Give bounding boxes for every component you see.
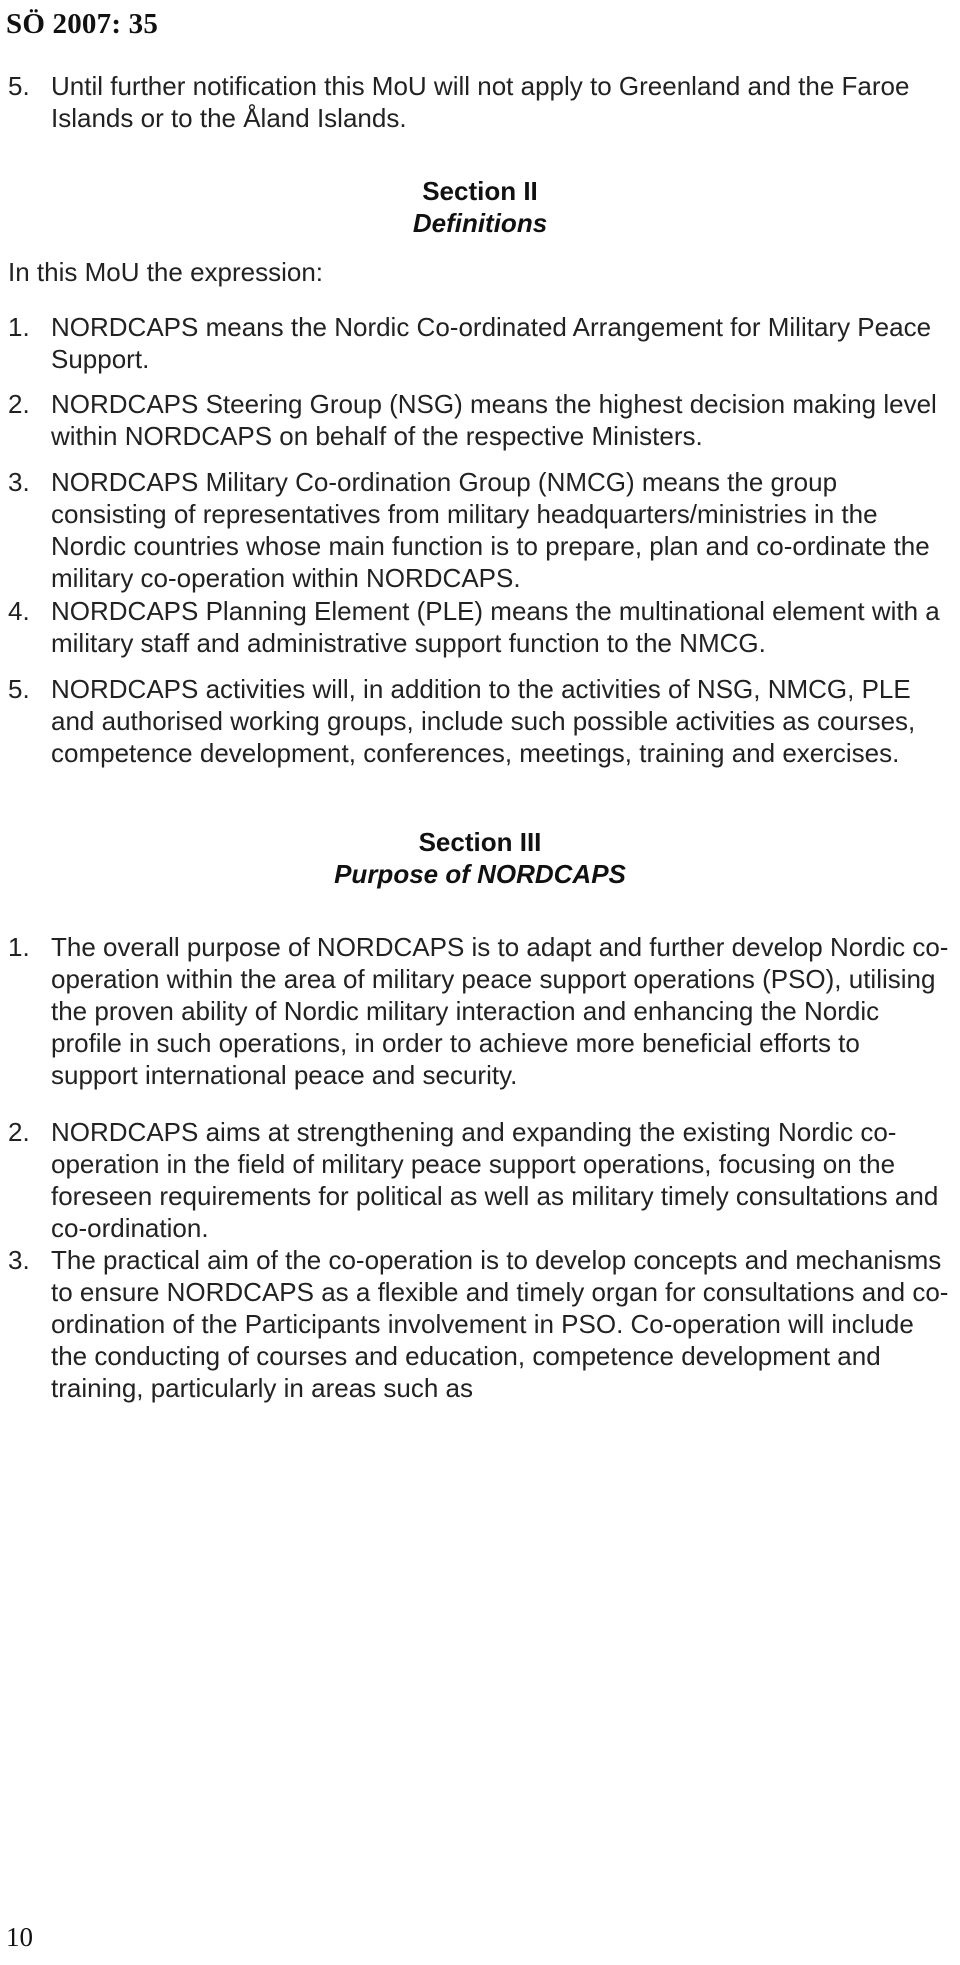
section-title: Definitions	[412, 208, 548, 238]
section-title: Purpose of NORDCAPS	[334, 859, 626, 889]
list-item	[8, 466, 948, 594]
section-heading	[0, 175, 960, 239]
list-item-number: 3.	[8, 467, 30, 497]
list-item-text: NORDCAPS aims at strengthening and expanding the existing Nordic co-operation in the field of military peace support operations, focusing on the foreseen requirements for political as well as military timely consultations and co-ordination.	[51, 1117, 939, 1243]
list-item-text: NORDCAPS activities will, in addition to the activities of NSG, NMCG, PLE and authorised working groups, include such possible activities as courses, competence development, conferences, meetings, training and exercises.	[51, 674, 916, 768]
list-item-number: 2.	[8, 1117, 30, 1147]
list-item-number: 3.	[8, 1245, 30, 1275]
list-item	[8, 1244, 948, 1404]
list-item-number: 1.	[8, 932, 30, 962]
list-item	[8, 388, 948, 452]
list-item-number: 5.	[8, 71, 30, 101]
list-item-text: NORDCAPS Planning Element (PLE) means the multinational element with a military staff and administrative support function to the NMCG.	[51, 596, 940, 658]
list-item	[8, 931, 948, 1091]
list-item-text: NORDCAPS means the Nordic Co-ordinated Arrangement for Military Peace Support.	[51, 312, 932, 374]
list-item	[8, 70, 948, 134]
list-item-text: The overall purpose of NORDCAPS is to adapt and further develop Nordic co-operation within the area of military peace support operations (PSO), utilising the proven ability of Nordic military interaction and enhancing the Nordic profile in such operations, in order to achieve more beneficial efforts to support international peace and security.	[51, 932, 949, 1090]
list-item	[8, 1116, 948, 1244]
list-item-number: 4.	[8, 596, 30, 626]
list-item-text: NORDCAPS Military Co-ordination Group (NMCG) means the group consisting of representatives from military headquarters/ministries in the Nordic countries whose main function is to prepare, plan and co-ordinate the military co-operation within NORDCAPS.	[51, 467, 930, 593]
section-heading	[0, 826, 960, 890]
section-label: Section II	[422, 176, 538, 206]
page-number: 10	[6, 1922, 33, 1952]
list-item-text: The practical aim of the co-operation is to develop concepts and mechanisms to ensure NORDCAPS as a flexible and timely organ for consultations and co-ordination of the Participants involvement in PSO. Co-operation will include the conducting of courses and education, competence development and training, particularly in areas such as	[51, 1245, 949, 1403]
list-item-number: 5.	[8, 674, 30, 704]
list-item-text: Until further notification this MoU will not apply to Greenland and the Faroe Islands or to the Åland Islands.	[51, 71, 910, 133]
document-reference: SÖ 2007: 35	[6, 8, 159, 40]
list-item-number: 1.	[8, 312, 30, 342]
section-intro: In this MoU the expression:	[8, 257, 324, 287]
list-item-number: 2.	[8, 389, 30, 419]
section-label: Section III	[418, 827, 542, 857]
list-item	[8, 595, 948, 659]
list-item	[8, 311, 948, 375]
list-item-text: NORDCAPS Steering Group (NSG) means the highest decision making level within NORDCAPS on behalf of the respective Ministers.	[51, 389, 937, 451]
list-item	[8, 673, 948, 769]
